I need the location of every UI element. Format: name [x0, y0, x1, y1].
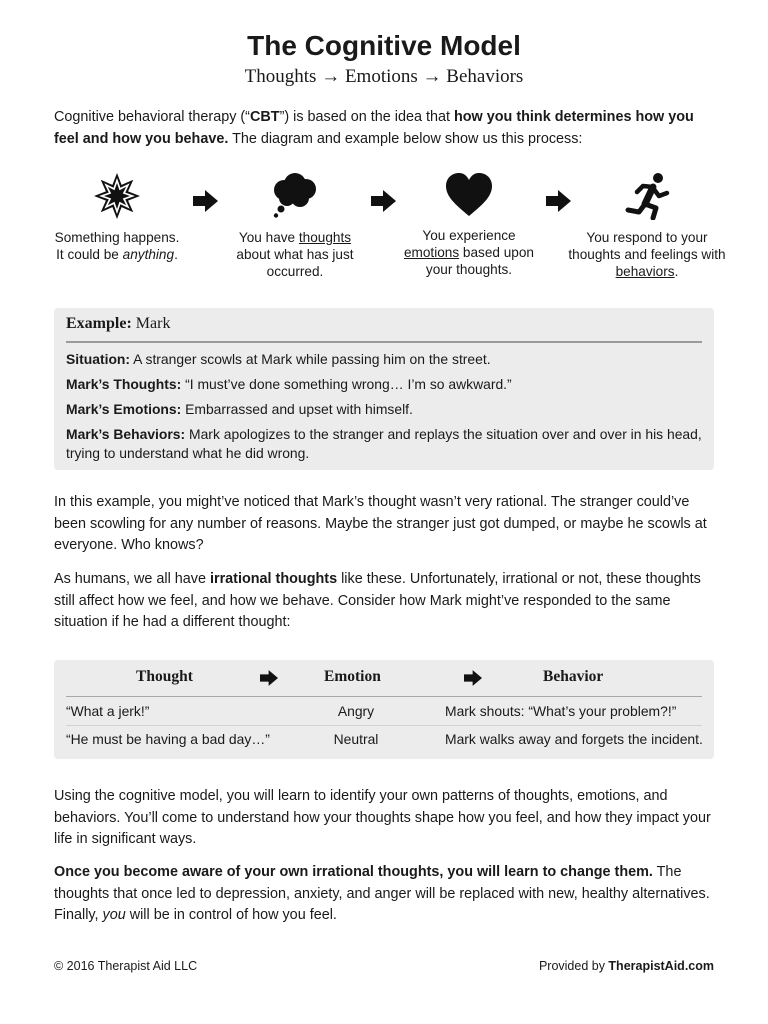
step-line: . — [674, 264, 679, 279]
step-line: based upon your thoughts. — [425, 245, 534, 277]
thought-cloud-icon — [269, 172, 321, 220]
table-cell-behavior: Mark walks away and forgets the incident. — [445, 731, 703, 747]
example-row-text: A stranger scowls at Mark while passing him on the street. — [133, 351, 491, 367]
step-emphasis: anything — [122, 247, 175, 262]
intro-cbt: CBT — [249, 109, 280, 125]
step-line: . — [174, 247, 178, 262]
irrational-thoughts-paragraph — [54, 569, 714, 634]
step-line: about what has just occurred. — [236, 247, 354, 279]
intro-paragraph — [54, 107, 714, 150]
step-line: You experience — [422, 228, 516, 243]
footer-provided — [539, 959, 714, 973]
para-text: like these. Unfortunately, irrational or not, these thoughts still affect how we feel, and how we behave. Consider how Mark might’ve responded to the same situation if he had a different thought: — [54, 571, 701, 630]
step-line: Something happens. — [54, 230, 180, 245]
example-row-text: Embarrassed and upset with himself. — [185, 401, 413, 417]
example-divider — [66, 341, 702, 343]
table-cell-emotion: Neutral — [333, 731, 379, 747]
step-thoughts — [215, 172, 375, 280]
heart-icon — [444, 172, 494, 218]
page-subtitle: Thoughts → Emotions → Behaviors — [244, 66, 524, 87]
para-text: As humans, we all have — [54, 571, 210, 587]
para-emphasis: you — [102, 907, 126, 923]
step-something-happens — [37, 172, 197, 263]
example-row-label: Situation: — [66, 351, 131, 367]
example-label: Example: — [66, 315, 132, 332]
rationality-paragraph: In this example, you might’ve noticed that Mark’s thought wasn’t very rational. The stranger could’ve been scowling for any number of reasons. Maybe the stranger just got dumped, or maybe he scowls at everyone. Who knows? — [54, 494, 707, 553]
example-situation — [66, 350, 702, 369]
step-caption — [215, 229, 375, 280]
para-text: The thoughts that once led to depression, anxiety, and anger will be replaced with new, healthy alternatives. Finally, — [54, 864, 710, 923]
step-caption — [389, 227, 549, 278]
step-term: thoughts — [298, 230, 352, 245]
running-person-icon — [623, 172, 671, 220]
example-row-text: “I must’ve done something wrong… I’m so awkward.” — [185, 376, 512, 392]
para-bold: Once you become aware of your own irrational thoughts, you will learn to change them. — [54, 864, 653, 880]
footer-provided-text: Provided by — [538, 959, 609, 973]
cognitive-model-paragraph: Using the cognitive model, you will learn to identify your own patterns of thoughts, emotions, and behaviors. You’ll come to understand how your thoughts shape how you feel, and how they impact your life in significant ways. — [54, 788, 711, 847]
step-term: emotions — [403, 245, 460, 260]
step-caption — [37, 229, 197, 263]
step-term: behaviors — [615, 264, 675, 279]
example-name: Mark — [135, 315, 171, 332]
table-cell-emotion: Angry — [337, 703, 375, 719]
page-title: The Cognitive Model — [247, 30, 521, 61]
example-emotions — [66, 400, 702, 419]
closing-paragraph — [54, 862, 714, 927]
step-behaviors — [567, 172, 727, 280]
intro-bold: how you think determines how you feel and how you behave. — [54, 109, 694, 147]
table-header-behavior: Behavior — [543, 668, 604, 685]
para-text: will be in control of how you feel. — [125, 907, 337, 923]
table-header-emotion: Emotion — [324, 668, 381, 685]
table-cell-thought: “What a jerk!” — [66, 703, 150, 719]
para-bold: irrational thoughts — [209, 571, 338, 587]
step-caption — [567, 229, 727, 280]
table-row-divider — [66, 725, 702, 726]
step-line: It could be — [56, 247, 123, 262]
comparison-table — [54, 660, 714, 759]
intro-text: The diagram and example below show us this process: — [228, 130, 583, 147]
arrow-right-icon — [260, 670, 278, 686]
step-line: You have — [238, 230, 299, 245]
explosion-icon — [93, 172, 141, 220]
table-header-divider — [66, 696, 702, 697]
intro-text: Cognitive behavioral therapy (“ — [54, 109, 250, 125]
intro-text: ”) is based on the idea that — [279, 109, 454, 125]
table-cell-thought: “He must be having a bad day…” — [66, 731, 270, 747]
example-heading — [66, 315, 170, 333]
example-row-label: Mark’s Behaviors: — [66, 426, 186, 442]
example-box — [54, 308, 714, 470]
example-thoughts — [66, 375, 702, 394]
example-lines — [66, 350, 702, 469]
step-line: You respond to your thoughts and feelings with — [568, 230, 726, 262]
table-cell-behavior: Mark shouts: “What’s your problem?!” — [445, 703, 677, 719]
example-row-label: Mark’s Thoughts: — [66, 376, 182, 392]
example-row-label: Mark’s Emotions: — [66, 401, 182, 417]
arrow-right-icon — [464, 670, 482, 686]
footer-brand: TherapistAid.com — [608, 959, 714, 973]
step-emotions — [389, 172, 549, 278]
example-row-text: Mark apologizes to the stranger and replays the situation over and over in his head, trying to understand what he did wrong. — [66, 426, 702, 461]
example-behaviors — [66, 425, 702, 463]
footer-copyright: © 2016 Therapist Aid LLC — [54, 959, 198, 973]
table-header-thought: Thought — [136, 668, 193, 685]
